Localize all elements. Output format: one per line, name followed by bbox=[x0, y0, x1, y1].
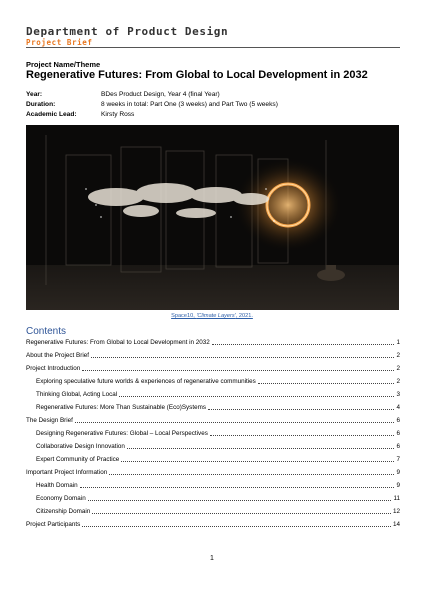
toc-entry-title[interactable]: Regenerative Futures: More Than Sustainable (Eco)Systems bbox=[36, 404, 206, 411]
toc-page-number[interactable]: 14 bbox=[392, 521, 400, 528]
meta-value: Kirsty Ross bbox=[101, 111, 135, 118]
toc-dot-leader bbox=[75, 422, 395, 423]
toc-entry[interactable] bbox=[36, 442, 400, 451]
toc-page-number[interactable]: 12 bbox=[392, 508, 400, 515]
meta-row-academic-lead bbox=[26, 110, 396, 120]
caption-italic-title[interactable]: 'Climate Layers' bbox=[196, 313, 236, 319]
toc-entry[interactable] bbox=[26, 416, 400, 425]
toc-page-number[interactable]: 9 bbox=[396, 482, 400, 489]
document-type-label: Project Brief bbox=[26, 38, 93, 47]
toc-page-number[interactable]: 6 bbox=[396, 417, 400, 424]
toc-dot-leader bbox=[82, 370, 394, 371]
contents-heading: Contents bbox=[26, 326, 67, 337]
toc-entry[interactable] bbox=[26, 468, 400, 477]
toc-entry[interactable] bbox=[36, 481, 400, 490]
meta-value: 8 weeks in total: Part One (3 weeks) and Part Two (5 weeks) bbox=[101, 101, 278, 108]
toc-entry-title[interactable]: Designing Regenerative Futures: Global – Local Perspectives bbox=[36, 430, 208, 437]
toc-dot-leader bbox=[109, 474, 394, 475]
meta-row-year bbox=[26, 90, 396, 100]
toc-dot-leader bbox=[80, 487, 395, 488]
toc-dot-leader bbox=[127, 448, 395, 449]
toc-dot-leader bbox=[212, 344, 395, 345]
toc-dot-leader bbox=[119, 396, 394, 397]
department-title: Department of Product Design bbox=[26, 25, 229, 38]
toc-page-number[interactable]: 3 bbox=[396, 391, 400, 398]
toc-entry-title[interactable]: Project Participants bbox=[26, 521, 81, 528]
meta-key: Year: bbox=[26, 91, 43, 98]
toc-entry[interactable] bbox=[36, 390, 400, 399]
toc-entry[interactable] bbox=[36, 403, 400, 412]
toc-entry-title[interactable]: About the Project Brief bbox=[26, 352, 90, 359]
toc-entry-title[interactable]: Collaborative Design Innovation bbox=[36, 443, 125, 450]
toc-page-number[interactable]: 2 bbox=[396, 352, 400, 359]
meta-value: BDes Product Design, Year 4 (final Year) bbox=[101, 91, 220, 98]
toc-entry-title[interactable]: Citizenship Domain bbox=[36, 508, 91, 515]
toc-entry-title[interactable]: Exploring speculative future worlds & experiences of regenerative communities bbox=[36, 378, 256, 385]
project-title: Regenerative Futures: From Global to Local Development in 2032 bbox=[26, 69, 368, 81]
toc-entry-title[interactable]: Economy Domain bbox=[36, 495, 86, 502]
toc-page-number[interactable]: 6 bbox=[396, 430, 400, 437]
toc-entry-title[interactable]: Health Domain bbox=[36, 482, 78, 489]
meta-key: Academic Lead: bbox=[26, 111, 77, 118]
toc-entry-title[interactable]: Important Project Information bbox=[26, 469, 108, 476]
toc-entry[interactable] bbox=[36, 507, 400, 516]
toc-dot-leader bbox=[258, 383, 395, 384]
toc-entry[interactable] bbox=[36, 455, 400, 464]
toc-dot-leader bbox=[92, 513, 391, 514]
toc-entry[interactable] bbox=[26, 338, 400, 347]
toc-entry[interactable] bbox=[26, 351, 400, 360]
toc-page-number[interactable]: 2 bbox=[396, 365, 400, 372]
toc-dot-leader bbox=[210, 435, 395, 436]
toc-page-number[interactable]: 6 bbox=[396, 443, 400, 450]
toc-entry-title[interactable]: Project Introduction bbox=[26, 365, 81, 372]
toc-entry-title[interactable]: The Design Brief bbox=[26, 417, 73, 424]
photo-caption[interactable] bbox=[0, 313, 424, 319]
toc-dot-leader bbox=[88, 500, 392, 501]
installation-photo-illustration bbox=[26, 125, 399, 310]
toc-dot-leader bbox=[91, 357, 394, 358]
toc-entry[interactable] bbox=[26, 520, 400, 529]
toc-page-number[interactable]: 2 bbox=[396, 378, 400, 385]
installation-photo bbox=[26, 125, 399, 310]
toc-entry[interactable] bbox=[36, 377, 400, 386]
header-divider bbox=[26, 47, 400, 48]
toc-dot-leader bbox=[208, 409, 395, 410]
toc-page-number[interactable]: 9 bbox=[396, 469, 400, 476]
meta-key: Duration: bbox=[26, 101, 56, 108]
toc-dot-leader bbox=[121, 461, 394, 462]
toc-page-number[interactable]: 1 bbox=[396, 339, 400, 346]
project-meta-table bbox=[26, 90, 396, 120]
caption-year[interactable]: , 2021. bbox=[235, 313, 253, 319]
toc-dot-leader bbox=[82, 526, 391, 527]
toc-page-number[interactable]: 7 bbox=[396, 456, 400, 463]
toc-entry-title[interactable]: Thinking Global, Acting Local bbox=[36, 391, 118, 398]
meta-row-duration bbox=[26, 100, 396, 110]
caption-link-text[interactable]: Space10, bbox=[171, 313, 197, 319]
toc-page-number[interactable]: 4 bbox=[396, 404, 400, 411]
toc-entry-title[interactable]: Regenerative Futures: From Global to Local Development in 2032 bbox=[26, 339, 210, 346]
toc-entry[interactable] bbox=[26, 364, 400, 373]
project-name-label: Project Name/Theme bbox=[26, 60, 101, 69]
page-number: 1 bbox=[210, 555, 214, 562]
toc-entry[interactable] bbox=[36, 429, 400, 438]
toc-entry-title[interactable]: Expert Community of Practice bbox=[36, 456, 120, 463]
toc-entry[interactable] bbox=[36, 494, 400, 503]
toc-page-number[interactable]: 11 bbox=[393, 495, 400, 502]
